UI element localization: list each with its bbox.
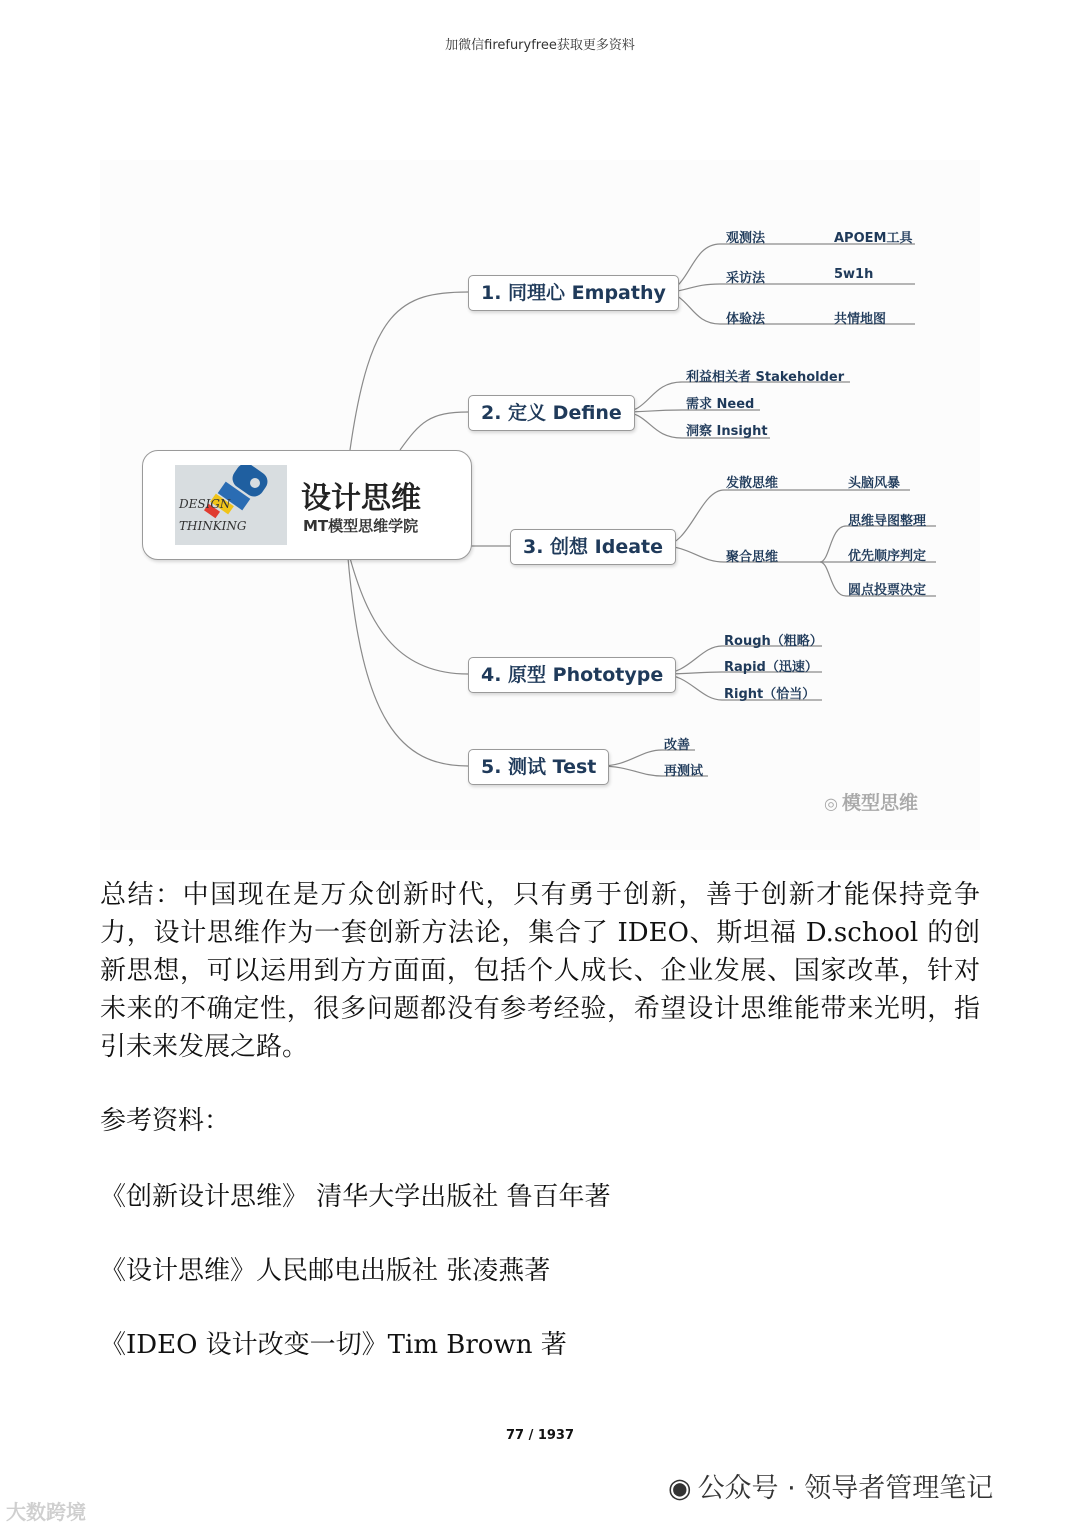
wechat-icon: ◉ [668,1473,692,1504]
branch-test: 5. 测试 Test [468,749,609,785]
mind-map-figure [100,160,980,850]
leaf-convergent: 聚合思维 [726,550,779,565]
branch-define: 2. 定义 Define [468,395,635,431]
leaf-priority: 优先顺序判定 [848,549,927,564]
leaf-improve: 改善 [664,738,691,753]
leaf-divergent: 发散思维 [726,476,779,491]
logo-text: DESIGN THINKING [179,497,247,533]
wechat-icon: ◎ [824,794,838,813]
leaf-mindmap-organize: 思维导图整理 [848,514,927,529]
center-title: 设计思维 [301,481,421,516]
leaf-rapid: Rapid（迅速） [724,660,818,675]
leaf-experience: 体验法 [726,312,766,327]
references-heading: 参考资料： [100,1106,231,1136]
branch-prototype: 4. 原型 Phototype [468,657,676,693]
center-subtitle: MT模型思维学院 [303,517,419,535]
leaf-need: 需求 Need [686,397,755,412]
leaf-retest: 再测试 [664,764,704,779]
leaf-right: Right（恰当） [724,687,816,702]
mindmap-watermark: ◎ 模型思维 [824,792,918,814]
leaf-empathy-map: 共情地图 [834,312,887,327]
corner-watermark: 大数跨境 [6,1500,86,1524]
summary-paragraph: 总结：中国现在是万众创新时代，只有勇于创新，善于创新才能保持竞争力，设计思维作为一套创新方法论，集合了 IDEO、斯坦福 D.school 的创新思想，可以运用到方方面面，包括个人成长、企业发展、国家改革，针对未来的不确定性，很多问题都没有参考经验，希望设计思维能带来光明，指引未来发展之路。 [100,880,980,1062]
branch-empathy: 1. 同理心 Empathy [468,275,679,311]
leaf-rough: Rough（粗略） [724,634,823,649]
reference-item: 《IDEO 设计改变一切》Tim Brown 著 [100,1330,567,1360]
leaf-dot-voting: 圆点投票决定 [848,583,927,598]
leaf-observation: 观测法 [726,231,766,246]
design-thinking-logo [175,465,287,545]
branch-ideate: 3. 创想 Ideate [510,529,676,565]
reference-item: 《创新设计思维》 清华大学出版社 鲁百年著 [100,1182,611,1212]
leaf-brainstorm: 头脑风暴 [848,476,901,491]
leaf-insight: 洞察 Insight [686,424,768,439]
reference-item: 《设计思维》人民邮电出版社 张凌燕著 [100,1256,551,1286]
leaf-apoem: APOEM工具 [834,231,913,246]
leaf-5w1h: 5w1h [834,267,874,282]
footer-brand: ◉ 公众号 · 领导者管理笔记 [668,1473,994,1504]
leaf-stakeholder: 利益相关者 Stakeholder [686,370,845,385]
header-note: 加微信firefuryfree获取更多资料 [445,38,635,53]
leaf-interview: 采访法 [726,271,766,286]
page-number: 77 / 1937 [505,1428,575,1443]
center-node [142,450,472,560]
